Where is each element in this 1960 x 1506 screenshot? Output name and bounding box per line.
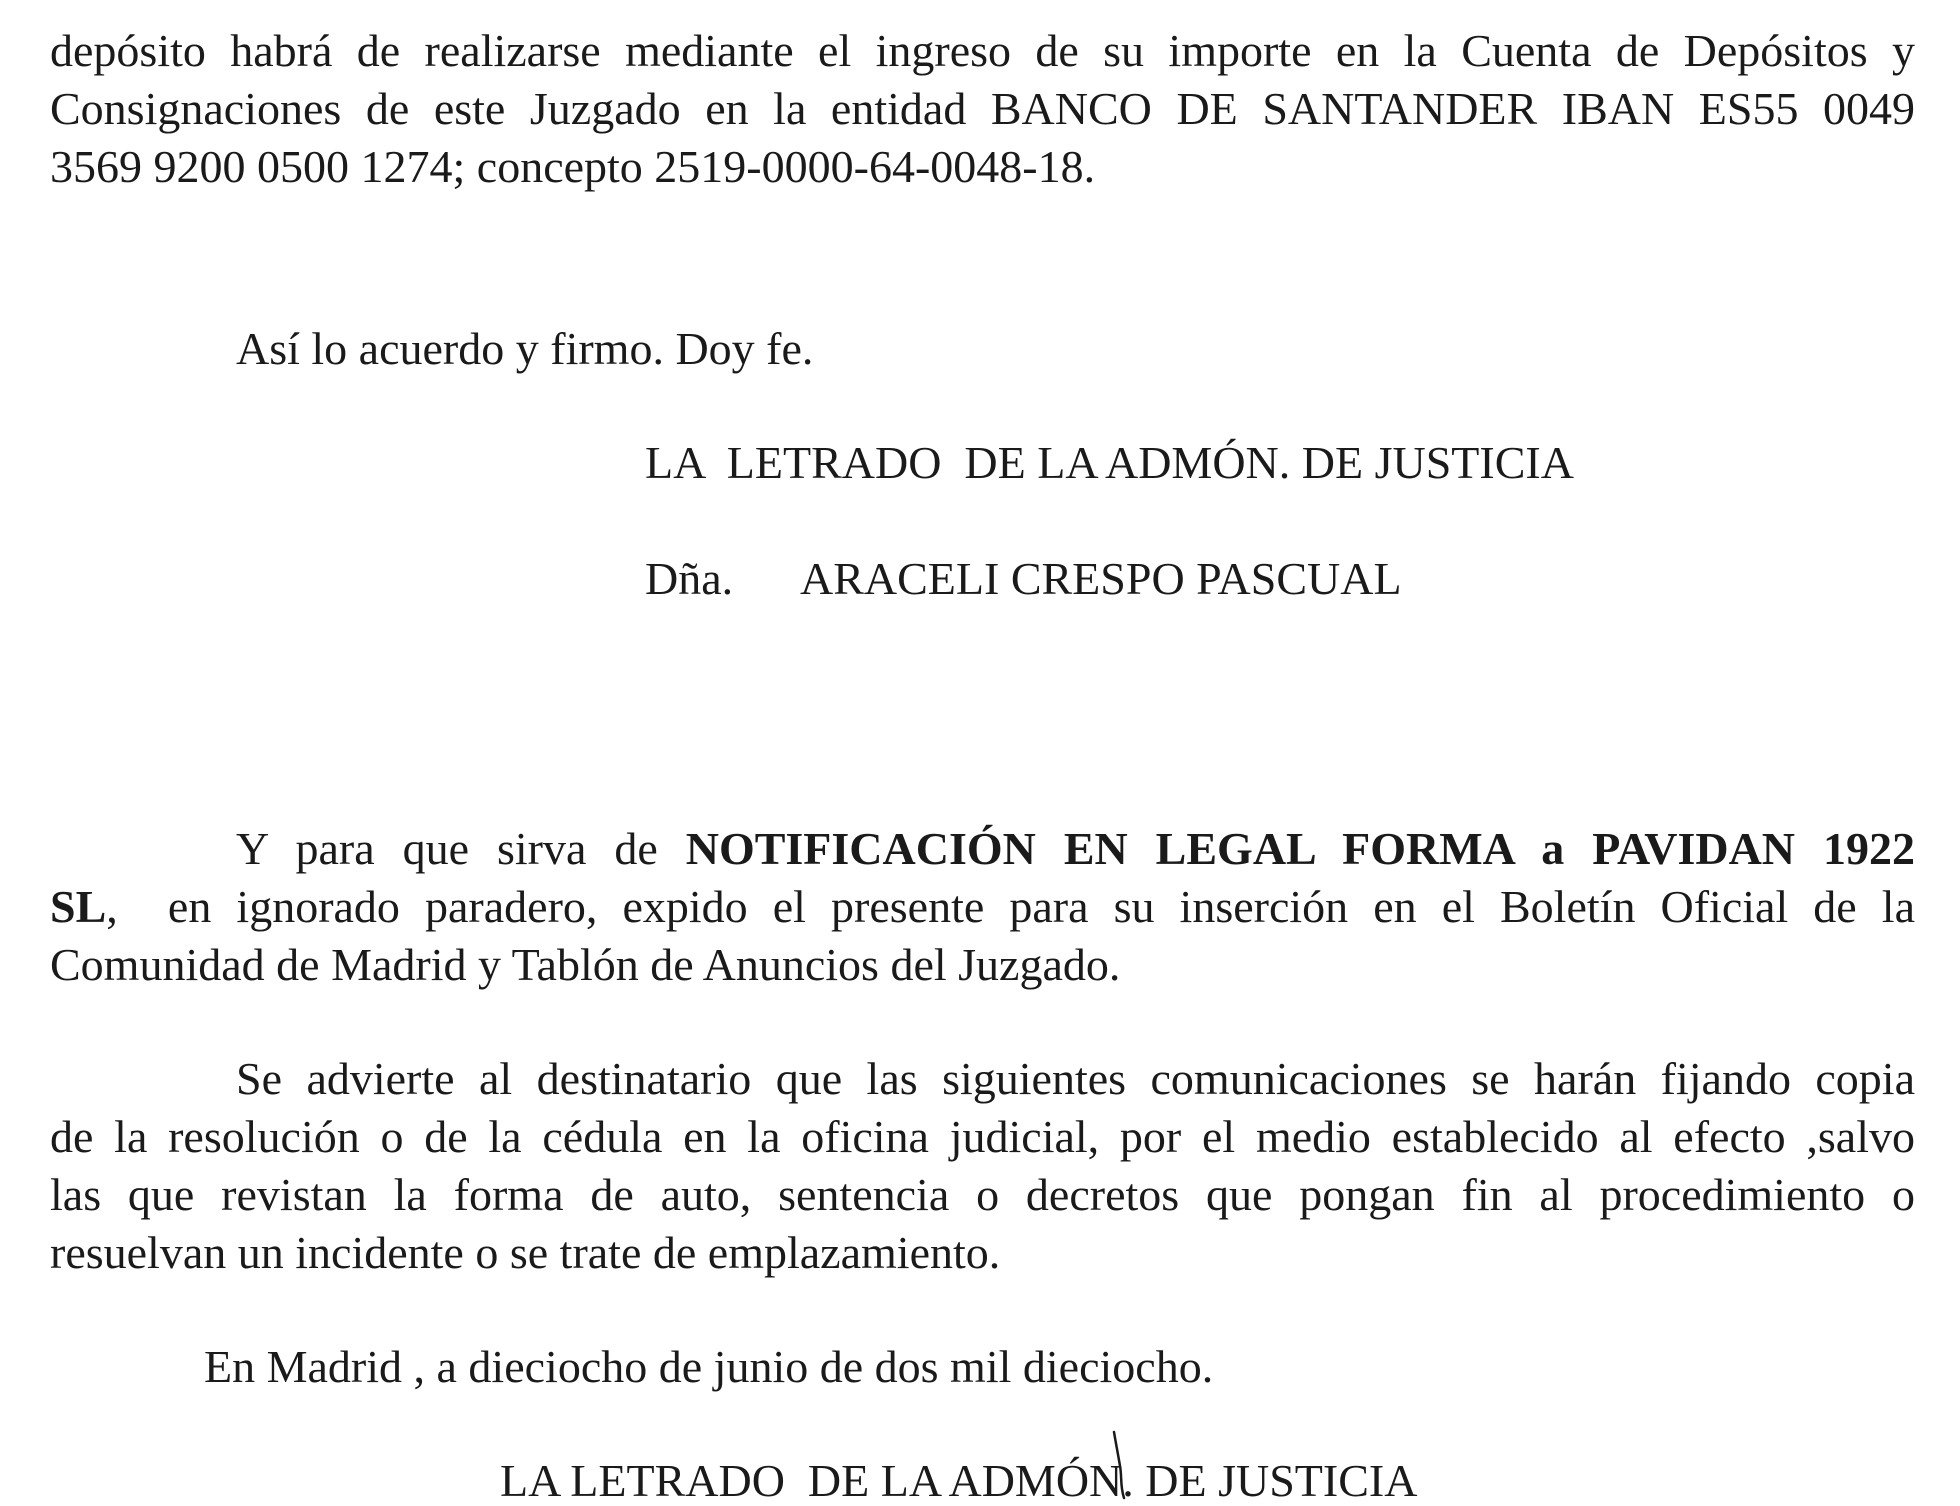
notification-bold-heading: NOTIFICACIÓN EN LEGAL FORMA a PAVIDAN 1922: [685, 823, 1915, 874]
signatory-name: ARACELI CRESPO PASCUAL: [800, 553, 1402, 604]
notification-bold-company-suffix: SL: [50, 881, 107, 932]
date-line: En Madrid , a dieciocho de junio de dos mil dieciocho.: [204, 1341, 1214, 1392]
warning-line-3: las que revistan la forma de auto, sentencia o decretos que pongan fin al procedimiento o: [50, 1169, 1915, 1220]
notification-intro: Y para que sirva de: [236, 823, 686, 874]
notification-line-2: [50, 881, 1915, 932]
deposit-line-3: 3569 9200 0500 1274; concepto 2519-0000-64-0048-18.: [50, 141, 1096, 192]
notification-line-1: [236, 823, 1915, 874]
closing-statement: Así lo acuerdo y firmo. Doy fe.: [236, 323, 814, 374]
warning-line-1: Se advierte al destinatario que las siguientes comunicaciones se harán fijando copia: [236, 1053, 1915, 1104]
signatory-role-2: LA LETRADO DE LA ADMÓN. DE JUSTICIA: [500, 1455, 1418, 1506]
signatory-role: LA LETRADO DE LA ADMÓN. DE JUSTICIA: [645, 437, 1574, 488]
warning-line-4: resuelvan un incidente o se trate de emplazamiento.: [50, 1227, 1001, 1278]
deposit-line-2: Consignaciones de este Juzgado en la entidad BANCO DE SANTANDER IBAN ES55 0049: [50, 83, 1915, 134]
deposit-line-1: depósito habrá de realizarse mediante el ingreso de su importe en la Cuenta de Depósitos y: [50, 25, 1915, 76]
warning-line-2: de la resolución o de la cédula en la oficina judicial, por el medio establecido al efecto ,salvo: [50, 1111, 1915, 1162]
notification-line-3: Comunidad de Madrid y Tablón de Anuncios del Juzgado.: [50, 939, 1121, 990]
notification-line-2-text: , en ignorado paradero, expido el presente para su inserción en el Boletín Oficial de la: [106, 881, 1915, 932]
signatory-title: Dña.: [645, 553, 734, 604]
handwritten-signature-mark: [1108, 1430, 1138, 1500]
